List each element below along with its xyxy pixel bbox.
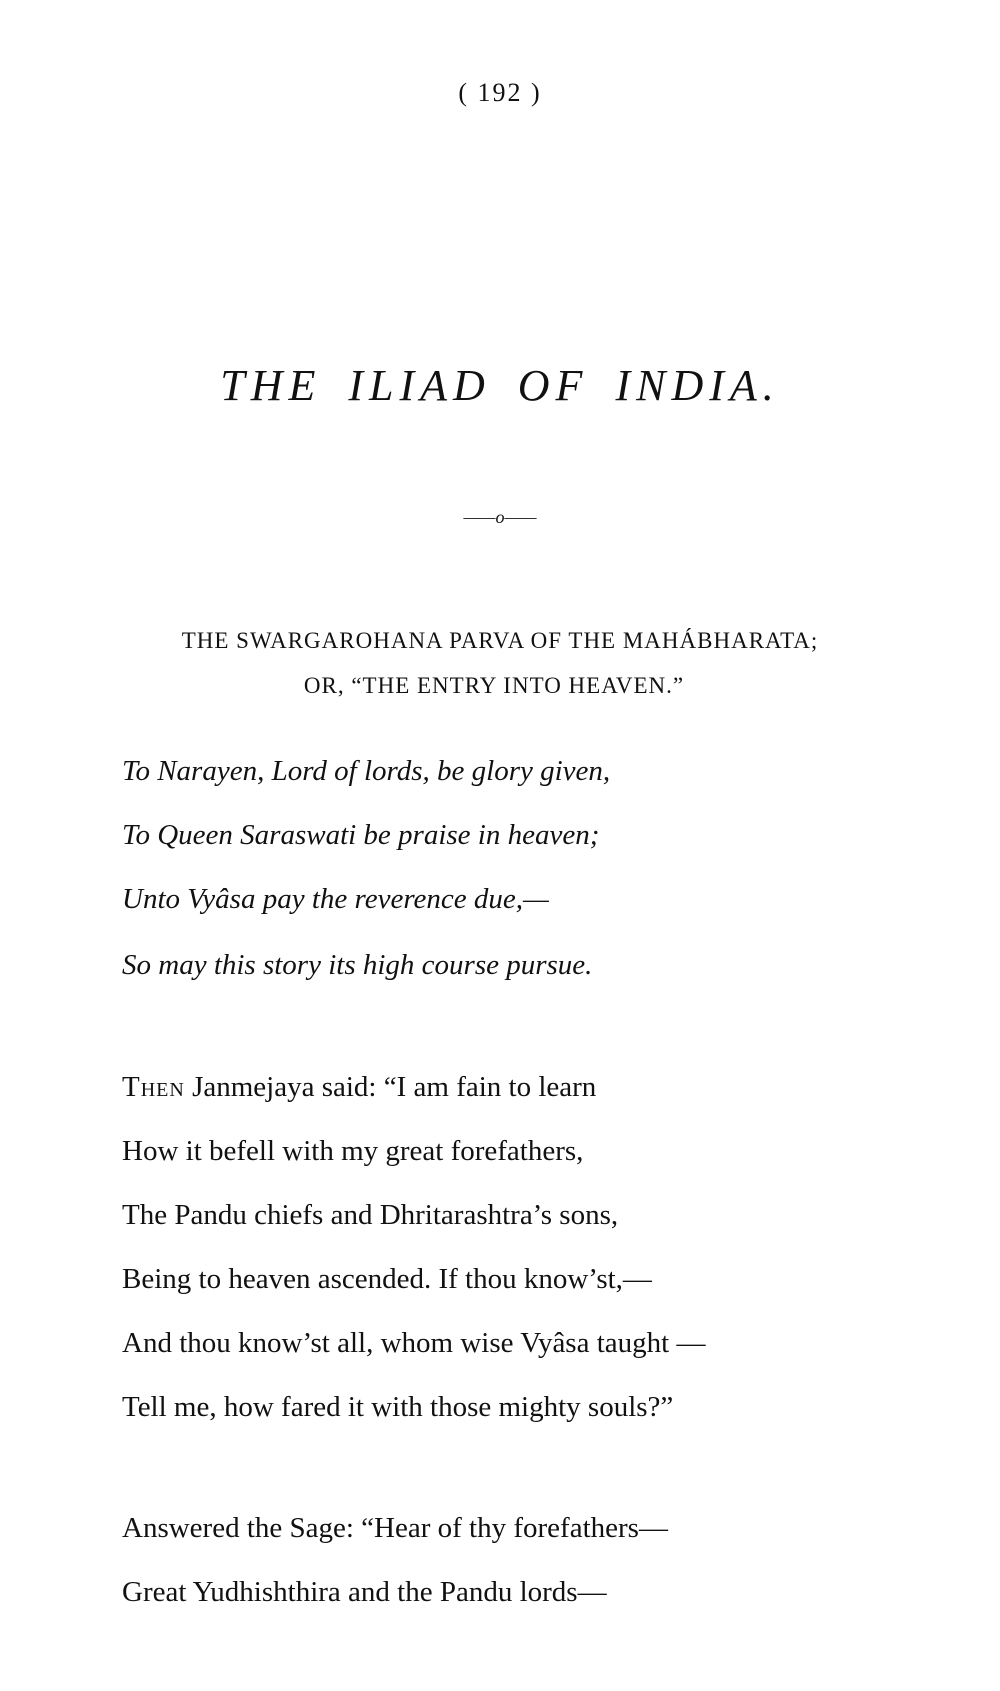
stanza-line: Answered the Sage: “Hear of thy forefathers—: [122, 1512, 668, 1544]
stanza-line: And thou know’st all, whom wise Vyâsa taught —: [122, 1327, 706, 1359]
stanza-line: [122, 1071, 596, 1104]
stanza-line: Being to heaven ascended. If thou know’st,—: [122, 1263, 652, 1295]
invocation-line: Unto Vyâsa pay the reverence due,—: [122, 883, 549, 915]
stanza-line: Great Yudhishthira and the Pandu lords—: [122, 1576, 607, 1608]
title-ornament: ——o——: [463, 507, 537, 527]
stanza-line: How it befell with my great forefathers,: [122, 1135, 584, 1167]
invocation-line: So may this story its high course pursue.: [122, 949, 593, 981]
first-word-smallcaps: Then: [122, 1071, 185, 1103]
book-title: THE ILIAD OF INDIA.: [220, 361, 780, 410]
stanza-line: Tell me, how fared it with those mighty souls?”: [122, 1391, 674, 1423]
section-heading-line-2: OR, “THE ENTRY INTO HEAVEN.”: [303, 673, 685, 698]
section-heading-line-1: THE SWARGAROHANA PARVA OF THE MAHÁBHARATA;: [181, 628, 819, 653]
invocation-line: To Narayen, Lord of lords, be glory given,: [122, 755, 611, 787]
line-rest: Janmejaya said: “I am fain to learn: [184, 1071, 597, 1103]
invocation-line: To Queen Saraswati be praise in heaven;: [122, 819, 600, 851]
page-number: ( 192 ): [458, 78, 542, 107]
stanza-line: The Pandu chiefs and Dhritarashtra’s sons,: [122, 1199, 619, 1231]
